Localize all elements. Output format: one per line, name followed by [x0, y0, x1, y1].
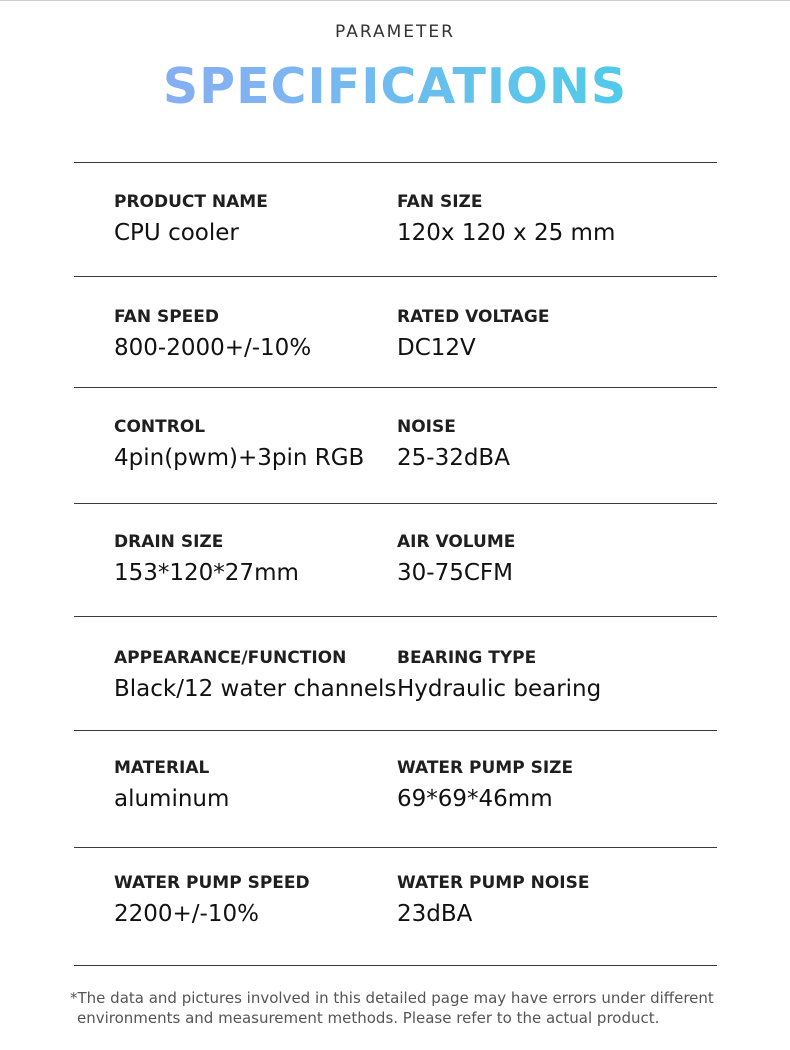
spec-label: AIR VOLUME [397, 532, 516, 552]
spec-cell [114, 648, 396, 702]
divider [74, 276, 717, 277]
spec-cell [114, 758, 229, 812]
spec-label: RATED VOLTAGE [397, 307, 550, 327]
divider [74, 847, 717, 848]
divider [74, 730, 717, 731]
spec-label: FAN SPEED [114, 307, 220, 327]
spec-label: WATER PUMP SPEED [114, 873, 310, 893]
spec-value: 25-32dBA [397, 445, 510, 471]
spec-value: Black/12 water channels [114, 676, 397, 702]
spec-value: 153*120*27mm [114, 560, 299, 586]
divider [74, 503, 717, 504]
spec-value: 2200+/-10% [114, 901, 259, 927]
spec-label: WATER PUMP SIZE [397, 758, 574, 778]
disclaimer-note [70, 988, 760, 1028]
disclaimer-line: environments and measurement methods. Please refer to the actual product. [77, 1009, 660, 1027]
spec-value: 800-2000+/-10% [114, 335, 312, 361]
section-kicker: PARAMETER [335, 22, 455, 42]
spec-row [74, 873, 717, 953]
spec-cell [397, 417, 510, 471]
disclaimer-line: *The data and pictures involved in this detailed page may have errors under different [70, 989, 714, 1007]
spec-value: 30-75CFM [397, 560, 513, 586]
spec-label: CONTROL [114, 417, 206, 437]
spec-cell [397, 758, 573, 812]
spec-label: APPEARANCE/FUNCTION [114, 648, 347, 668]
page-title: SPECIFICATIONS [0, 58, 790, 115]
spec-row [74, 417, 717, 497]
divider [74, 616, 717, 617]
spec-cell [397, 307, 550, 361]
spec-cell [114, 307, 311, 361]
spec-label: FAN SIZE [397, 192, 483, 212]
spec-value: 4pin(pwm)+3pin RGB [114, 445, 365, 471]
spec-value: 120x 120 x 25 mm [397, 220, 616, 246]
divider [74, 387, 717, 388]
spec-cell [114, 417, 364, 471]
spec-value: CPU cooler [114, 220, 239, 246]
spec-row [74, 648, 717, 728]
spec-row [74, 307, 717, 387]
divider [74, 162, 717, 163]
spec-row [74, 192, 717, 272]
spec-value: DC12V [397, 335, 476, 361]
spec-label: BEARING TYPE [397, 648, 537, 668]
spec-label: DRAIN SIZE [114, 532, 224, 552]
spec-value: aluminum [114, 786, 230, 812]
divider [74, 965, 717, 966]
spec-cell [397, 532, 515, 586]
spec-row [74, 532, 717, 612]
spec-label: WATER PUMP NOISE [397, 873, 590, 893]
top-border [0, 0, 790, 1]
spec-cell [397, 648, 601, 702]
spec-value: 69*69*46mm [397, 786, 553, 812]
spec-cell [114, 873, 310, 927]
spec-row [74, 758, 717, 838]
spec-cell [114, 192, 268, 246]
spec-cell [114, 532, 299, 586]
spec-cell [397, 192, 615, 246]
spec-label: MATERIAL [114, 758, 210, 778]
spec-label: PRODUCT NAME [114, 192, 268, 212]
spec-value: 23dBA [397, 901, 473, 927]
spec-value: Hydraulic bearing [397, 676, 602, 702]
spec-label: NOISE [397, 417, 456, 437]
spec-cell [397, 873, 589, 927]
